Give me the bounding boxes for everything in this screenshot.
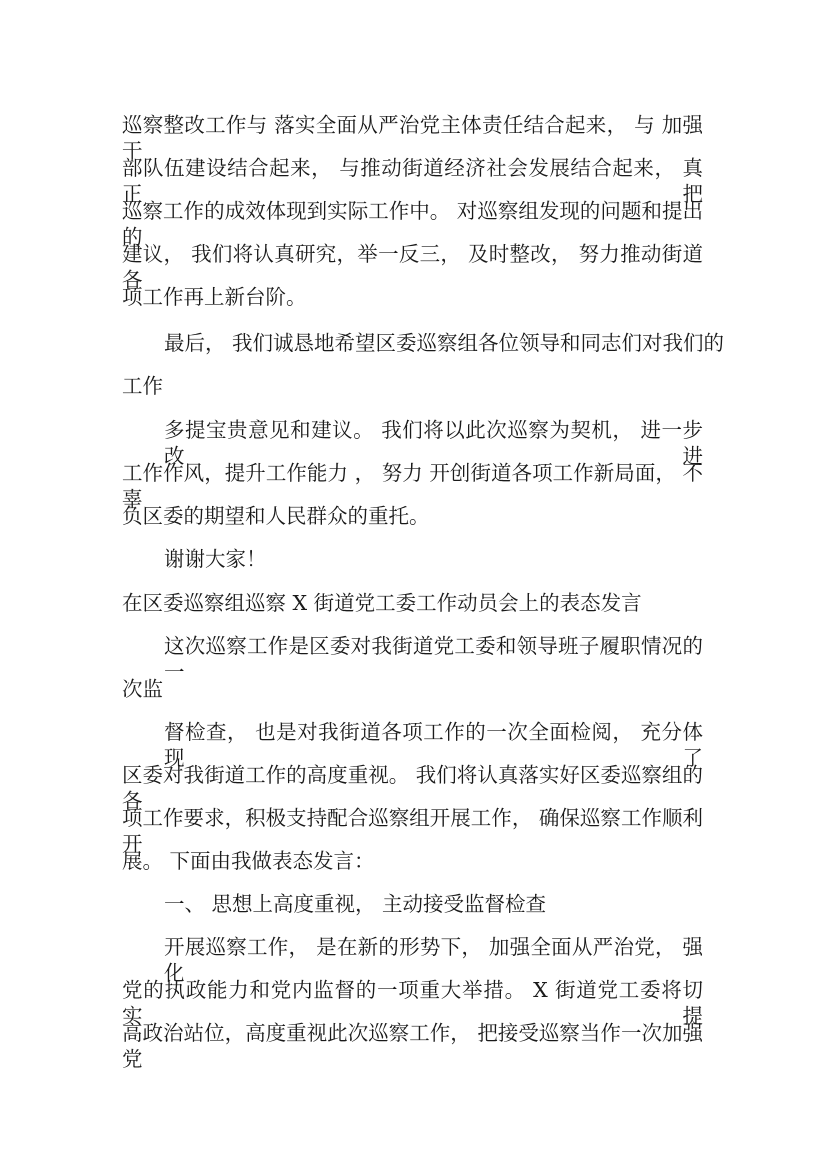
text-line: 党的执政能力和党内监督的一项重大举措。 X 街道党工委将切实提	[122, 978, 703, 1028]
text-line: 巡察工作的成效体现到实际工作中。 对巡察组发现的问题和提出的	[122, 199, 703, 249]
text-line: 工作作风，提升工作能力 ， 努力 开创街道各项工作新局面， 不辜	[122, 461, 703, 511]
text-line: 多提宝贵意见和建议。 我们将以此次巡察为契机， 进一步改进	[164, 418, 703, 468]
text-line: 区委对我街道工作的高度重视。 我们将认真落实好区委巡察组的各	[122, 763, 703, 813]
text-line: 项工作要求，积极支持配合巡察组开展工作， 确保巡察工作顺利开	[122, 806, 703, 856]
text-line: 次监	[122, 677, 163, 701]
text-line: 建议， 我们将认真研究，举一反三， 及时整改， 努力推动街道各	[122, 242, 703, 292]
text-line: 这次巡察工作是区委对我街道党工委和领导班子履职情况的一	[164, 634, 703, 684]
text-line: 负区委的期望和人民群众的重托。	[122, 504, 430, 528]
text-line: 一、 思想上高度重视， 主动接受监督检查	[164, 892, 547, 916]
text-line: 高政治站位，高度重视此次巡察工作， 把接受巡察当作一次加强党	[122, 1021, 703, 1071]
text-line: 项工作再上新台阶。	[122, 285, 307, 309]
text-line: 巡察整改工作与 落实全面从严治党主体责任结合起来， 与 加强干	[122, 113, 703, 163]
text-line: 谢谢大家！	[164, 547, 267, 571]
text-line: 展。 下面由我做表态发言：	[122, 849, 375, 873]
text-line: 工作	[122, 374, 163, 398]
text-line: 在区委巡察组巡察 X 街道党工委工作动员会上的表态发言	[122, 591, 642, 615]
text-line: 最后， 我们诚恳地希望区委巡察组各位领导和同志们对我们的	[164, 331, 725, 355]
text-line: 督检查， 也是对我街道各项工作的一次全面检阅， 充分体现了	[164, 720, 703, 770]
text-line: 开展巡察工作， 是在新的形势下， 加强全面从严治党， 强化	[164, 935, 703, 985]
text-line: 部队伍建设结合起来， 与推动街道经济社会发展结合起来， 真正把	[122, 156, 703, 206]
